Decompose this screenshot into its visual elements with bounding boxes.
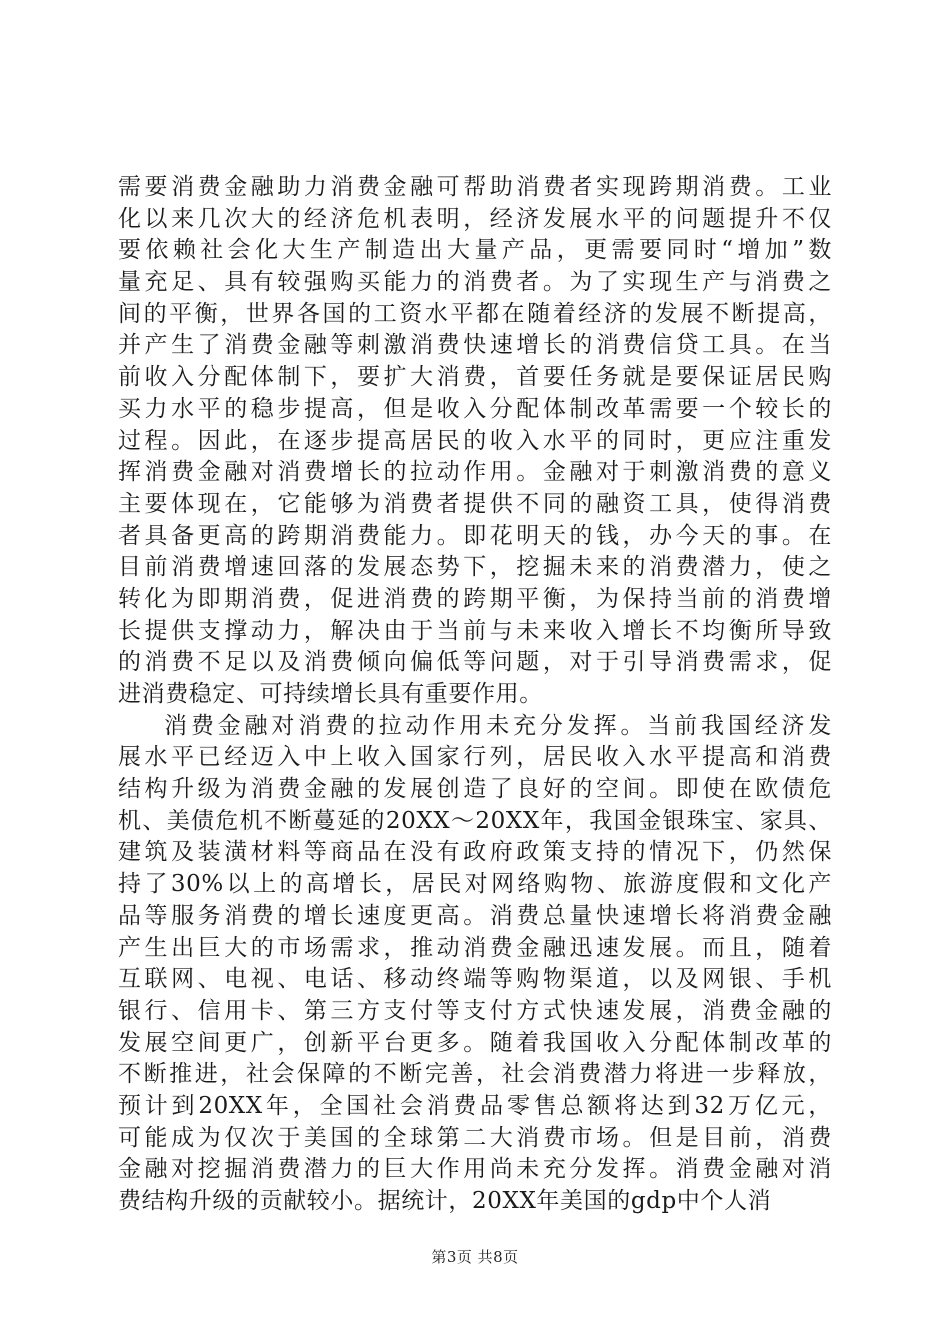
- paragraph-1-line: 量充足、具有较强购买能力的消费者。为了实现生产与消费之: [118, 269, 832, 296]
- paragraph-1-line: 要依赖社会化大生产制造出大量产品，更需要同时“增加”数: [118, 237, 832, 264]
- page-footer: 第3页 共8页: [431, 1248, 519, 1266]
- paragraph-2-line: 结构升级为消费金融的发展创造了良好的空间。即使在欧债危: [118, 776, 832, 803]
- paragraph-2-line: 预计到20XX年，全国社会消费品零售总额将达到32万亿元，: [118, 1092, 832, 1119]
- paragraph-2-line: 品等服务消费的增长速度更高。消费总量快速增长将消费金融: [118, 902, 832, 929]
- paragraph-2-line: 不断推进，社会保障的不断完善，社会消费潜力将进一步释放，: [118, 1061, 832, 1088]
- paragraph-2-line: 银行、信用卡、第三方支付等支付方式快速发展，消费金融的: [118, 997, 832, 1024]
- paragraph-1-line: 前收入分配体制下，要扩大消费，首要任务就是要保证居民购: [118, 364, 832, 391]
- paragraph-1-line: 转化为即期消费，促进消费的跨期平衡，为保持当前的消费增: [118, 585, 832, 612]
- paragraph-1-line: 并产生了消费金融等刺激消费快速增长的消费信贷工具。在当: [118, 332, 832, 359]
- paragraph-2-line: 费结构升级的贡献较小。据统计，20XX年美国的gdp中个人消: [118, 1188, 772, 1214]
- paragraph-2-line: 产生出巨大的市场需求，推动消费金融迅速发展。而且，随着: [118, 934, 832, 961]
- body-text: [118, 172, 832, 1218]
- paragraph-1-line: 进消费稳定、可持续增长具有重要作用。: [118, 681, 543, 707]
- paragraph-1-line: 者具备更高的跨期消费能力。即花明天的钱，办今天的事。在: [118, 522, 832, 549]
- paragraph-1-line: 需要消费金融助力消费金融可帮助消费者实现跨期消费。工业: [118, 174, 832, 200]
- paragraph-1-line: 主要体现在，它能够为消费者提供不同的融资工具，使得消费: [118, 490, 832, 517]
- paragraph-1-line: 的消费不足以及消费倾向偏低等问题，对于引导消费需求，促: [118, 649, 832, 676]
- paragraph-2-line: 消费金融对消费的拉动作用未充分发挥。当前我国经济发: [164, 712, 832, 739]
- paragraph-2-line: 互联网、电视、电话、移动终端等购物渠道，以及网银、手机: [118, 966, 832, 993]
- paragraph-2-line: 持了30%以上的高增长，居民对网络购物、旅游度假和文化产: [118, 871, 832, 898]
- paragraph-1-line: 长提供支撑动力，解决由于当前与未来收入增长不均衡所导致: [118, 617, 832, 644]
- paragraph-2-line: 建筑及装潢材料等商品在没有政府政策支持的情况下，仍然保: [118, 839, 832, 866]
- paragraph-2-line: 机、美债危机不断蔓延的20XX～20XX年，我国金银珠宝、家具、: [118, 807, 832, 834]
- paragraph-1-line: 挥消费金融对消费增长的拉动作用。金融对于刺激消费的意义: [118, 459, 832, 486]
- paragraph-2-line: 金融对挖掘消费潜力的巨大作用尚未充分发挥。消费金融对消: [118, 1156, 832, 1183]
- paragraph-1-line: 化以来几次大的经济危机表明，经济发展水平的问题提升不仅: [118, 205, 832, 232]
- paragraph-1-line: 买力水平的稳步提高，但是收入分配体制改革需要一个较长的: [118, 395, 832, 422]
- paragraph-1-line: 间的平衡，世界各国的工资水平都在随着经济的发展不断提高，: [118, 300, 832, 327]
- paragraph-2-line: 发展空间更广，创新平台更多。随着我国收入分配体制改革的: [118, 1029, 832, 1056]
- paragraph-1-line: 目前消费增速回落的发展态势下，挖掘未来的消费潜力，使之: [118, 554, 832, 581]
- paragraph-2-line: 可能成为仅次于美国的全球第二大消费市场。但是目前，消费: [118, 1124, 832, 1151]
- paragraph-2-line: 展水平已经迈入中上收入国家行列，居民收入水平提高和消费: [118, 744, 832, 771]
- paragraph-1-line: 过程。因此，在逐步提高居民的收入水平的同时，更应注重发: [118, 427, 832, 454]
